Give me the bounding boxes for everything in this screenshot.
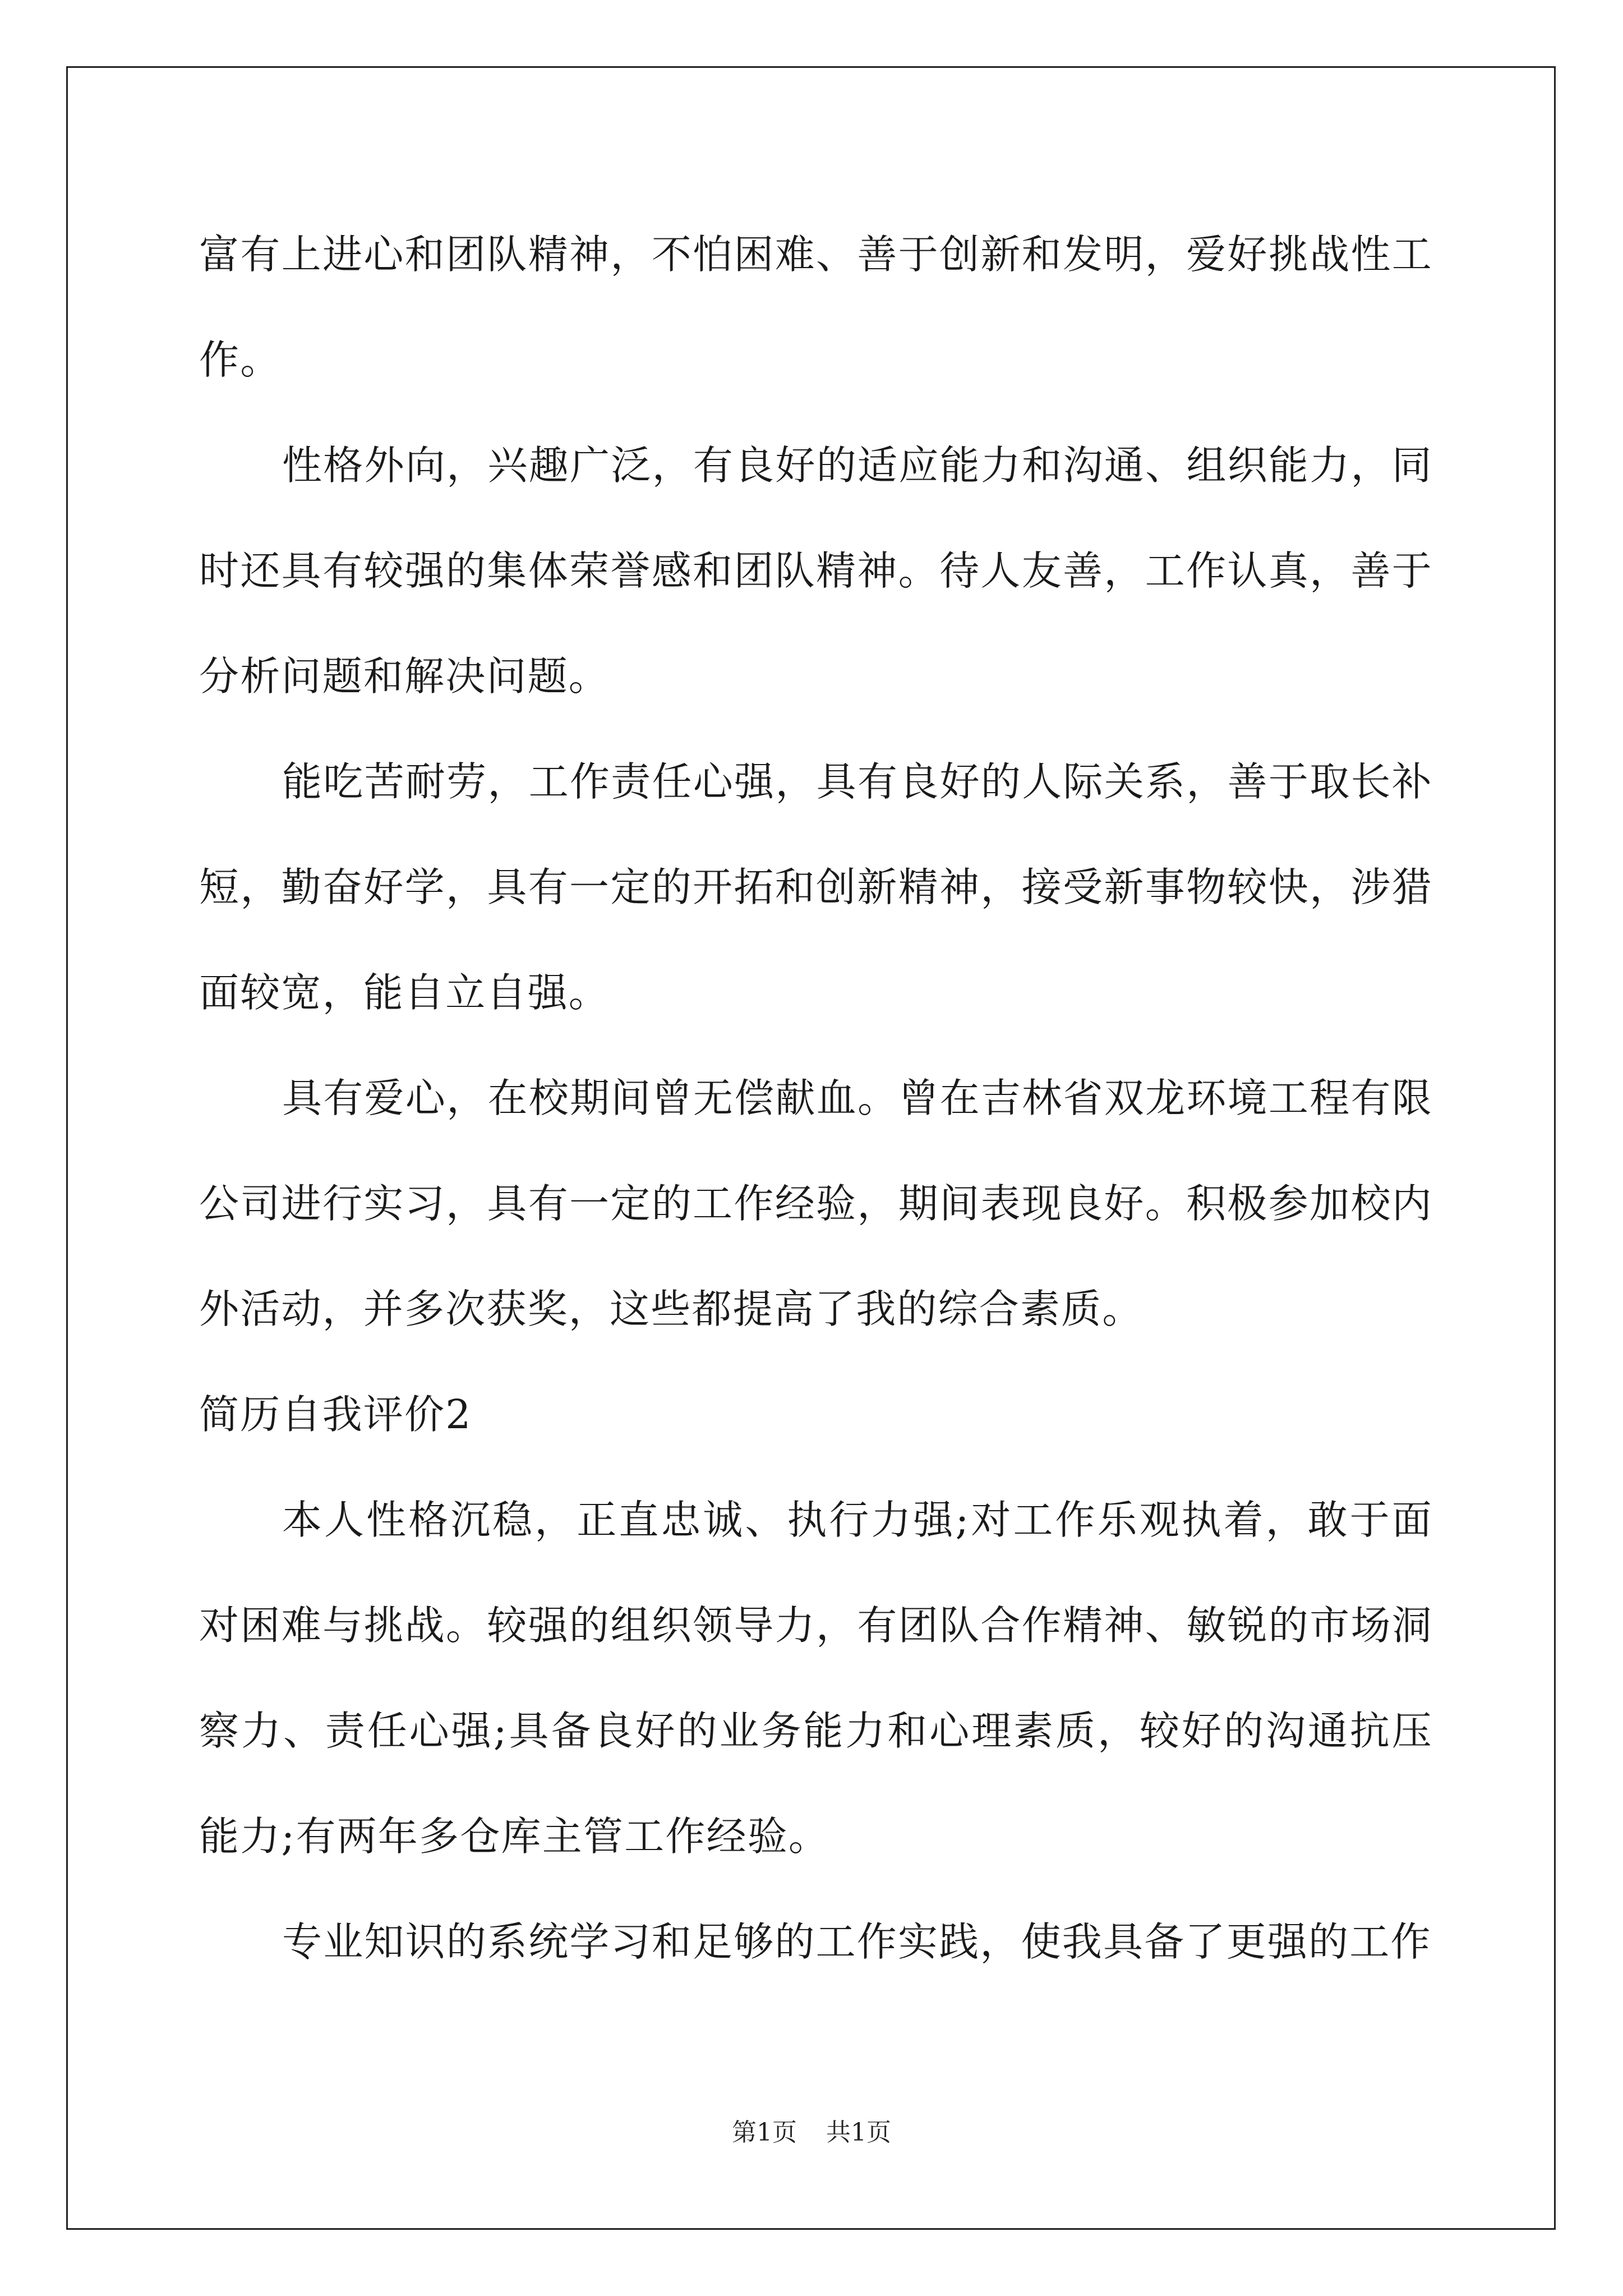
paragraph-2: 性格外向，兴趣广泛，有良好的适应能力和沟通、组织能力，同时还具有较强的集体荣誉感和团队精神。待人友善，工作认真，善于分析问题和解决问题。	[199, 442, 1433, 700]
paragraph-6: 专业知识的系统学习和足够的工作实践，使我具备了更强的工作	[282, 1918, 1432, 1965]
paragraph-3: 能吃苦耐劳，工作责任心强，具有良好的人际关系，善于取长补短，勤奋好学，具有一定的开拓和创新精神，接受新事物较快，涉猎面较宽，能自立自强。	[199, 758, 1433, 1016]
paragraph-4: 具有爱心，在校期间曾无偿献血。曾在吉林省双龙环境工程有限公司进行实习，具有一定的工作经验，期间表现良好。积极参加校内外活动，并多次获奖，这些都提高了我的综合素质。	[199, 1075, 1433, 1332]
section-heading: 简历自我评价2	[199, 1391, 472, 1438]
page-total: 共1页	[826, 2118, 891, 2147]
page-footer	[0, 2112, 1623, 2148]
paragraph-1: 富有上进心和团队精神，不怕困难、善于创新和发明，爱好挑战性工作。	[199, 231, 1433, 383]
page-number: 第1页	[732, 2118, 797, 2147]
document-body	[199, 202, 1433, 1995]
paragraph-5: 本人性格沉稳，正直忠诚、执行力强;对工作乐观执着，敢于面对困难与挑战。较强的组织领导力，有团队合作精神、敏锐的市场洞察力、责任心强;具备良好的业务能力和心理素质，较好的沟通抗压能力;有两年多仓库主管工作经验。	[199, 1497, 1433, 1860]
